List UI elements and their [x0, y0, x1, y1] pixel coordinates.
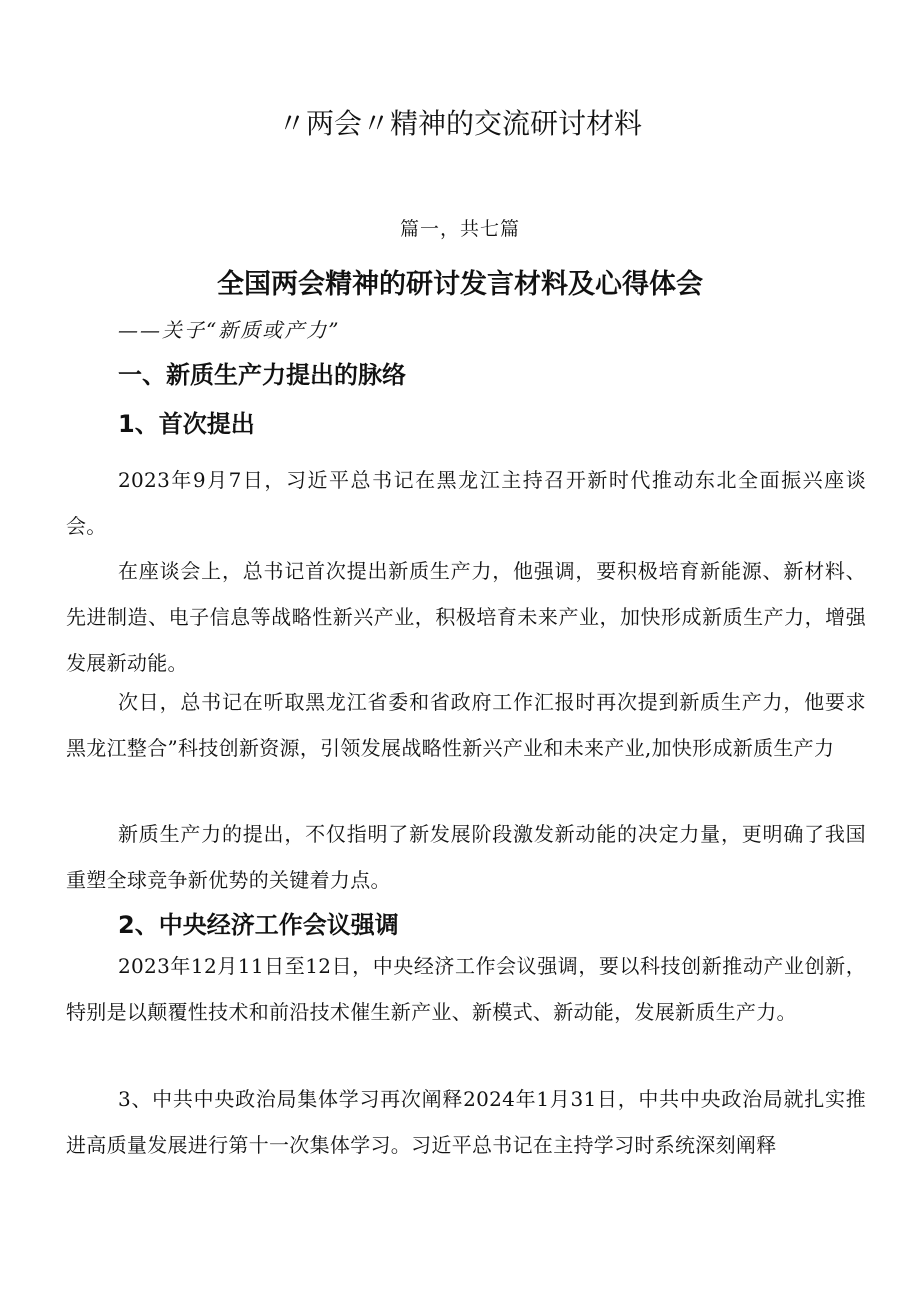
document-title: 〃两会〃精神的交流研讨材料 [277, 107, 642, 140]
section-heading: 一、新质生产力提出的脉络 [118, 361, 406, 389]
subsection-heading-2: 2、中央经济工作会议强调 [118, 911, 399, 939]
part-label: 篇一，共七篇 [399, 218, 520, 240]
topic-line: ——关子“新质或产力” [118, 318, 341, 342]
paragraph: 新质生产力的提出，不仅指明了新发展阶段激发新动能的决定力量，更明确了我国重塑全球竞争新优势的关键着力点。 [66, 822, 866, 892]
article-subtitle: 全国两会精神的研讨发言材料及心得体会 [217, 269, 703, 300]
paragraph: 3、中共中央政治局集体学习再次阐释2024年1月31日，中共中央政治局就扎实推进高质量发展进行第十一次集体学习。习近平总书记在主持学习时系统深刻阐释 [66, 1087, 866, 1157]
paragraph: 2023年9月7日，习近平总书记在黑龙江主持召开新时代推动东北全面振兴座谈会。 [66, 468, 866, 538]
paragraph: 在座谈会上，总书记首次提出新质生产力，他强调，要积极培育新能源、新材料、先进制造、电子信息等战略性新兴产业，积极培育未来产业，加快形成新质生产力，增强发展新动能。 [66, 559, 866, 675]
paragraph: 次日，总书记在听取黑龙江省委和省政府工作汇报时再次提到新质生产力，他要求黑龙江整合”科技创新资源，引领发展战略性新兴产业和未来产业,加快形成新质生产力 [66, 690, 866, 760]
subsection-heading-1: 1、首次提出 [118, 410, 255, 438]
paragraph: 2023年12月11日至12日，中央经济工作会议强调，要以科技创新推动产业创新，特别是以颠覆性技术和前沿技术催生新产业、新模式、新动能，发展新质生产力。 [66, 954, 866, 1024]
